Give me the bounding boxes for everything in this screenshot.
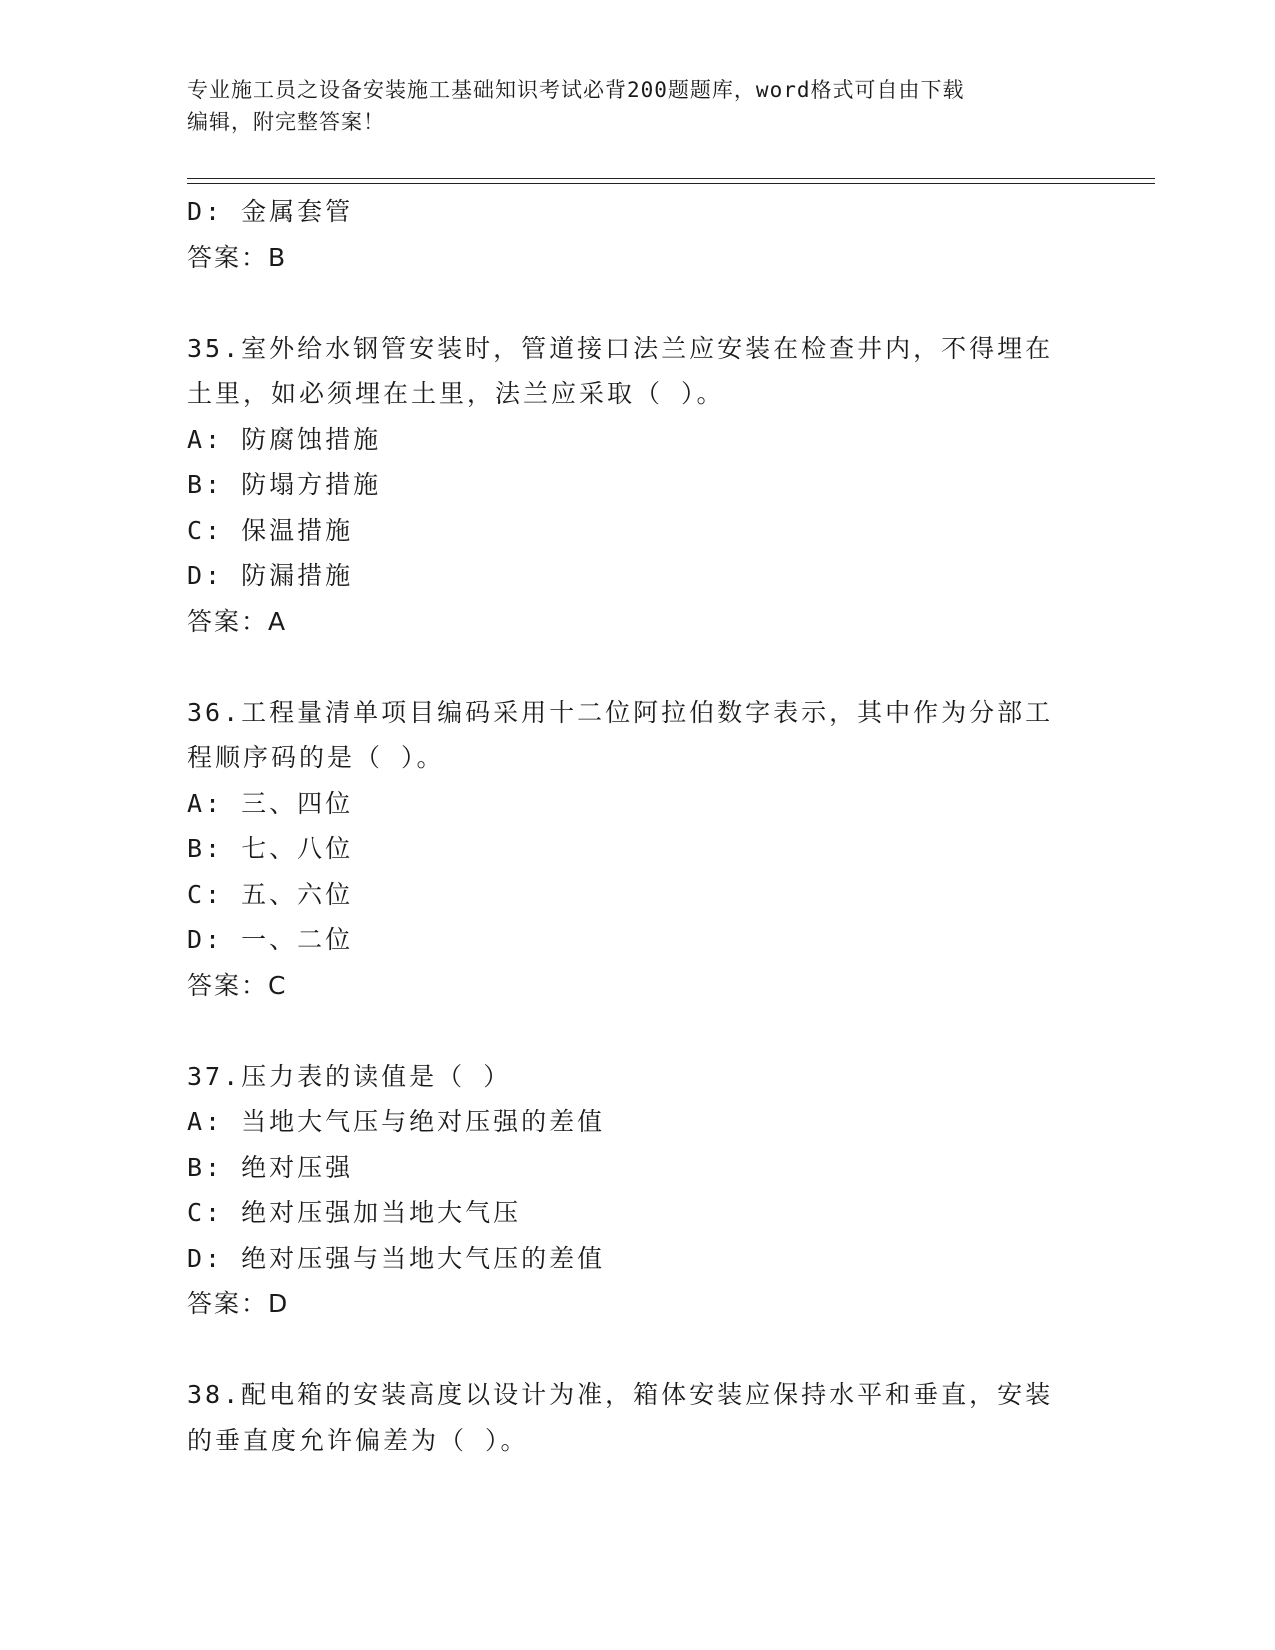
option-d: D: 防漏措施 [187, 561, 354, 590]
option-a: A: 三、四位 [187, 788, 354, 818]
page-header [187, 74, 1087, 138]
document-page [187, 0, 1157, 1650]
header-title-line-1: 专业施工员之设备安装施工基础知识考试必背200题题库，word格式可自由下载 [187, 78, 965, 102]
answer-label: 答案：D [187, 1289, 290, 1318]
question-35 [187, 326, 1067, 645]
option-b: B: 绝对压强 [187, 1152, 354, 1182]
spacer [187, 1327, 1067, 1373]
question-stem-cont: 的垂直度允许偏差为（ ）。 [187, 1425, 529, 1455]
question-34-tail [187, 189, 1067, 280]
answer-label: 答案：A [187, 606, 288, 636]
option-c: C: 绝对压强加当地大气压 [187, 1198, 522, 1227]
option-c: C: 五、六位 [187, 879, 354, 909]
option-a: A: 当地大气压与绝对压强的差值 [187, 1107, 606, 1136]
header-divider [187, 178, 1155, 184]
option-a: A: 防腐蚀措施 [187, 424, 382, 454]
question-stem: 37.压力表的读值是（ ） [187, 1061, 512, 1091]
option-b: B: 防塌方措施 [187, 470, 382, 499]
option-c: C: 保温措施 [187, 515, 354, 545]
question-37 [187, 1054, 1067, 1327]
question-38 [187, 1372, 1067, 1463]
question-list [187, 189, 1067, 1463]
spacer [187, 1008, 1067, 1054]
spacer [187, 644, 1067, 690]
question-stem: 35.室外给水钢管安装时，管道接口法兰应安装在检查井内，不得埋在 [187, 333, 1054, 363]
option-d: D: 绝对压强与当地大气压的差值 [187, 1243, 606, 1273]
option-d: D: 一、二位 [187, 925, 354, 954]
option-b: B: 七、八位 [187, 834, 354, 863]
header-title-line-2: 编辑，附完整答案！ [187, 110, 385, 134]
question-stem: 36.工程量清单项目编码采用十二位阿拉伯数字表示，其中作为分部工 [187, 697, 1054, 727]
option-d: D: 金属套管 [187, 197, 354, 226]
question-stem-cont: 土里，如必须埋在土里，法兰应采取（ ）。 [187, 379, 725, 408]
answer-label: 答案：C [187, 970, 288, 1000]
spacer [187, 280, 1067, 326]
question-36 [187, 690, 1067, 1009]
question-stem: 38.配电箱的安装高度以设计为准，箱体安装应保持水平和垂直，安装 [187, 1380, 1054, 1409]
answer-label: 答案：B [187, 242, 288, 272]
question-stem-cont: 程顺序码的是（ ）。 [187, 743, 445, 772]
